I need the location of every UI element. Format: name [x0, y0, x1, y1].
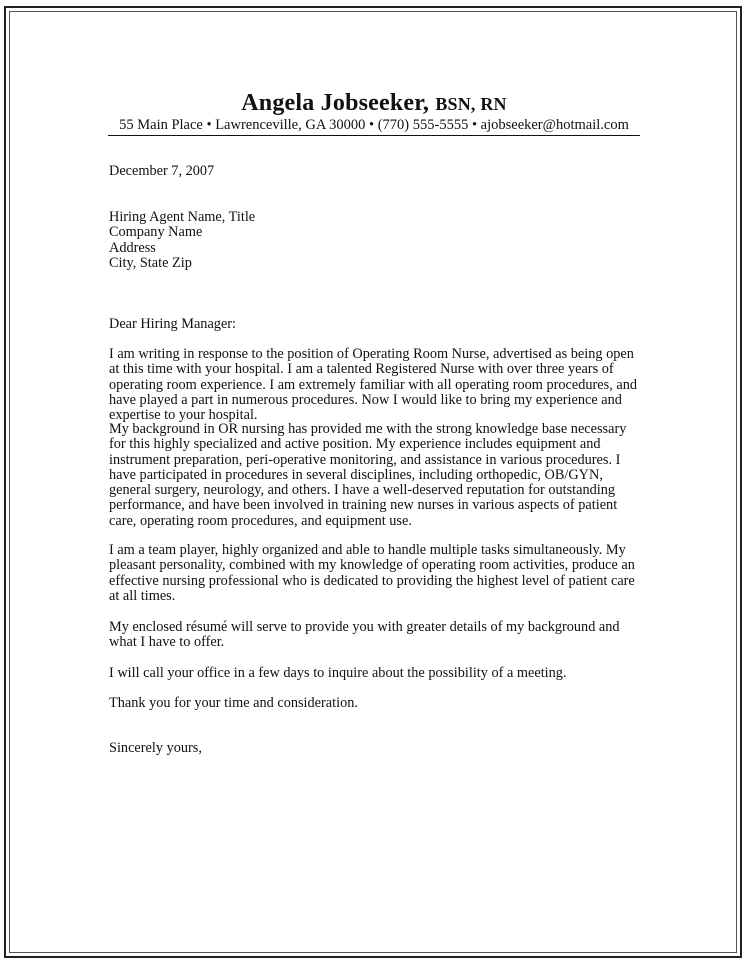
applicant-name	[0, 90, 748, 117]
recipient-line: Hiring Agent Name, Title	[109, 209, 256, 225]
applicant-credentials: BSN, RN	[435, 94, 507, 114]
applicant-name-text: Angela Jobseeker,	[241, 90, 436, 116]
body-paragraph: I will call your office in a few days to inquire about the possibility of a meeting.	[109, 665, 567, 681]
recipient-block	[109, 210, 639, 271]
closing: Sincerely yours,	[109, 740, 202, 756]
recipient-line: City, State Zip	[109, 254, 192, 271]
header-divider	[108, 135, 640, 136]
body-paragraph: Thank you for your time and consideration.	[109, 695, 358, 711]
letter-date: December 7, 2007	[109, 163, 215, 179]
contact-line: 55 Main Place • Lawrenceville, GA 30000 • (770) 555-5555 • ajobseeker@hotmail.com	[119, 117, 629, 133]
recipient-line: Company Name	[109, 224, 203, 241]
body-paragraph: I am writing in response to the position of Operating Room Nurse, advertised as being open at this time with your hospital. I am a talented Registered Nurse with over three years of operating room experience. I am extremely familiar with all operating room procedures, and have played a part in numerous procedures. Now I would like to bring my experience and expertise to your hospital.	[109, 346, 637, 424]
body-paragraph: My background in OR nursing has provided me with the strong knowledge base necessary for this highly specialized and active position. My experience includes equipment and instrument preparation, peri-operative monitoring, and assistance in various procedures. I have participated in procedures in several disciplines, including orthopedic, OB/GYN, general surgery, neurology, and others. I have a well-deserved reputation for outstanding performance, and have been involved in training new nurses in various aspects of patient care, operating room procedures, and equipment use.	[109, 421, 627, 529]
recipient-line: Address	[109, 239, 156, 256]
salutation: Dear Hiring Manager:	[109, 316, 237, 332]
body-paragraph: I am a team player, highly organized and able to handle multiple tasks simultaneously. My pleasant personality, combined with my knowledge of operating room activities, produce an effective nursing professional who is dedicated to providing the highest level of patient care at all times.	[109, 542, 635, 604]
body-paragraph: My enclosed résumé will serve to provide you with greater details of my background and what I have to offer.	[109, 619, 620, 651]
